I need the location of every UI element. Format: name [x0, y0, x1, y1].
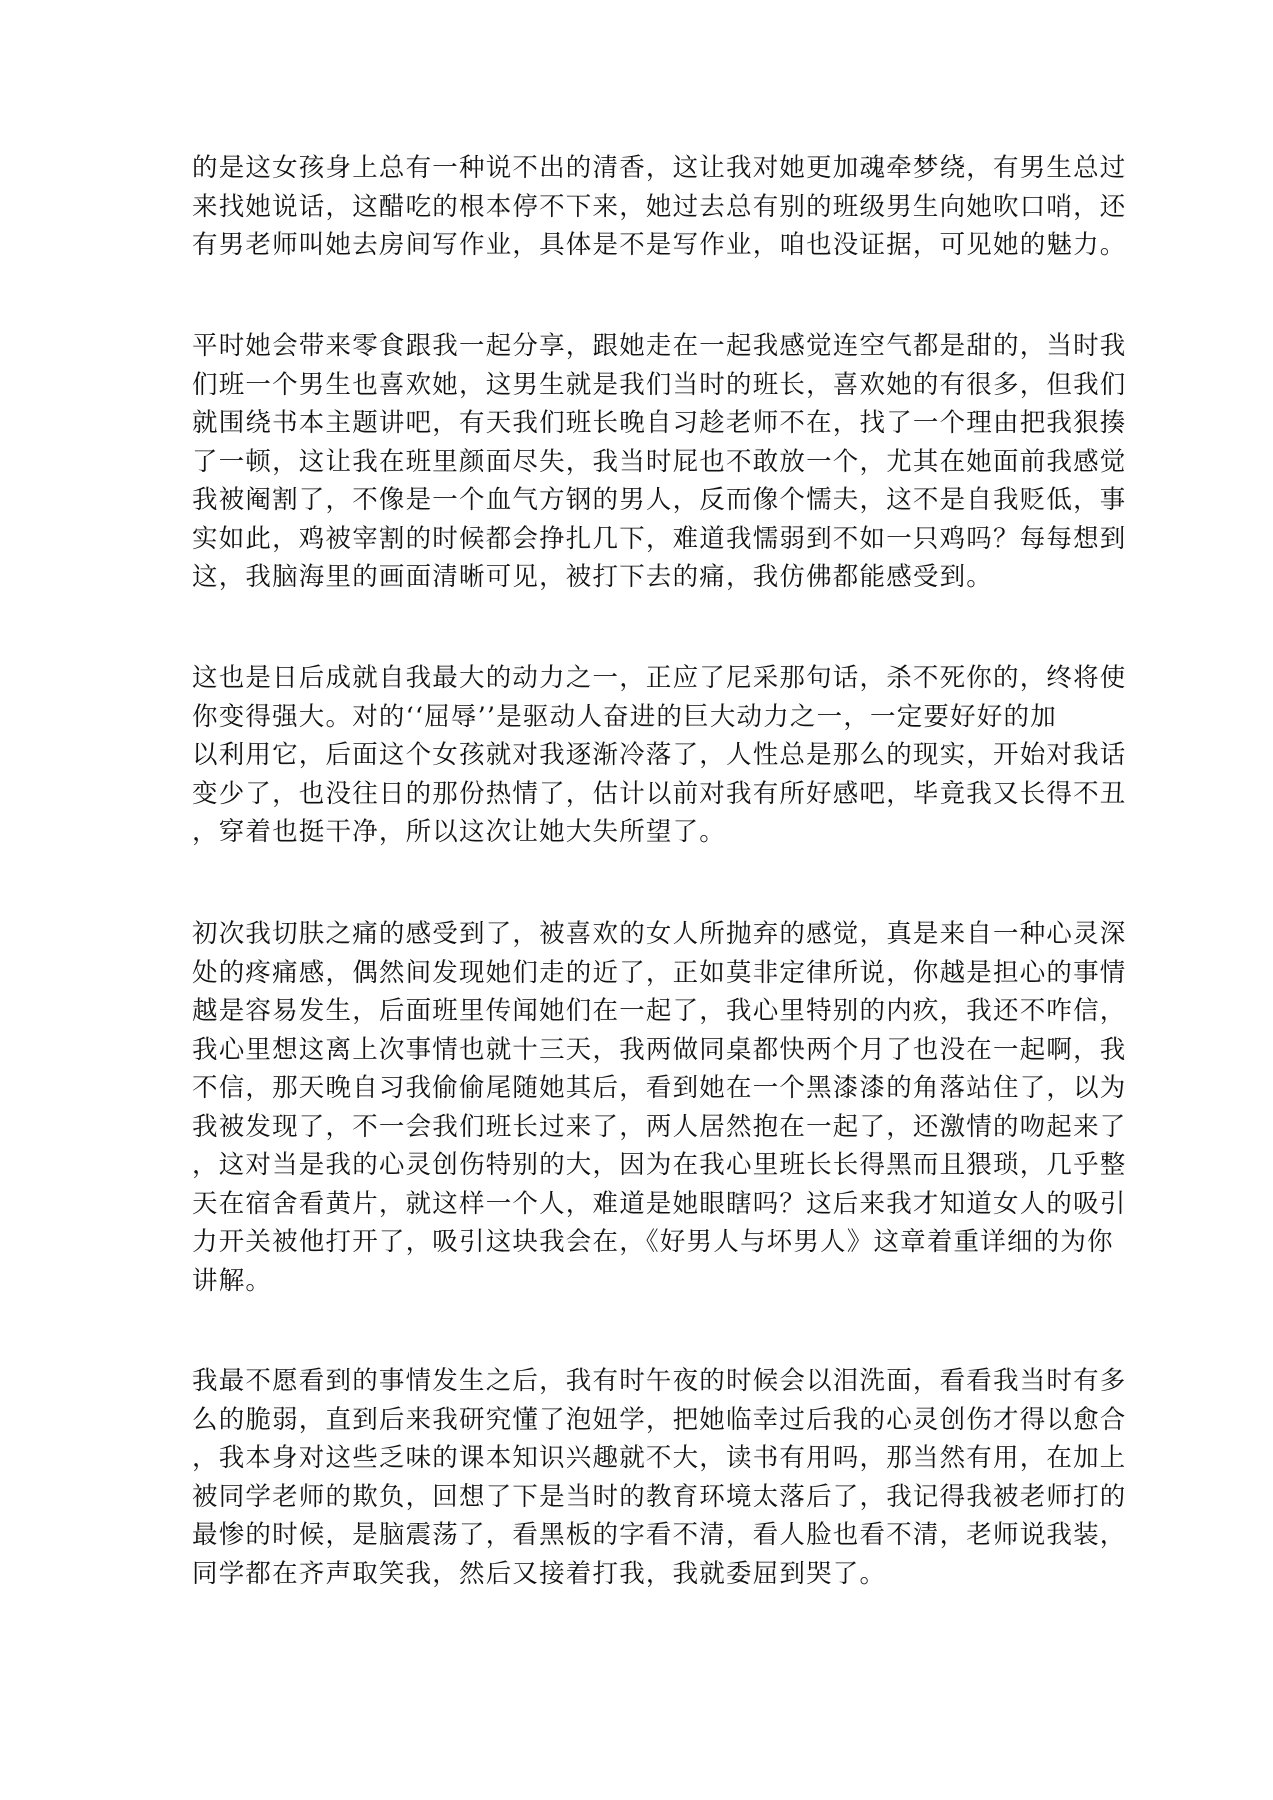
paragraph-3-line-4: 变少了，也没往日的那份热情了，估计以前对我有所好感吧，毕竟我又长得不丑	[192, 778, 1127, 809]
paragraph-4	[192, 915, 1127, 1300]
paragraph-1-line-2: 来找她说话，这醋吃的根本停不下来，她过去总有别的班级男生向她吹口哨，还	[192, 191, 1127, 222]
paragraph-2-line-2: 们班一个男生也喜欢她，这男生就是我们当时的班长，喜欢她的有很多，但我们	[192, 369, 1127, 400]
paragraph-4-line-7: ，这对当是我的心灵创伤特别的大，因为在我心里班长长得黑而且猥琐，几乎整	[192, 1150, 1127, 1180]
paragraph-1	[192, 149, 1127, 265]
paragraph-3	[192, 659, 1127, 852]
paragraph-4-line-4: 我心里想这离上次事情也就十三天，我两做同桌都快两个月了也没在一起啊，我	[192, 1034, 1127, 1065]
paragraph-2-line-4: 了一顿，这让我在班里颜面尽失，我当时屁也不敢放一个，尤其在她面前我感觉	[192, 446, 1127, 477]
paragraph-3-line-1: 这也是日后成就自我最大的动力之一，正应了尼采那句话，杀不死你的，终将使	[192, 663, 1127, 693]
paragraph-5-line-1: 我最不愿看到的事情发生之后，我有时午夜的时候会以泪洗面，看看我当时有多	[192, 1366, 1127, 1396]
paragraph-5-line-6: 同学都在齐声取笑我，然后又接着打我，我就委屈到哭了。	[192, 1558, 887, 1589]
paragraph-4-line-8: 天在宿舍看黄片，就这样一个人，难道是她眼瞎吗？这后来我才知道女人的吸引	[192, 1188, 1127, 1219]
paragraph-5-line-2: 么的脆弱，直到后来我研究懂了泡妞学，把她临幸过后我的心灵创伤才得以愈合	[192, 1404, 1127, 1435]
paragraph-5-line-5: 最惨的时候，是脑震荡了，看黑板的字看不清，看人脸也看不清，老师说我装，	[192, 1520, 1127, 1550]
paragraph-2-line-5: 我被阉割了，不像是一个血气方钢的男人，反而像个懦夫，这不是自我贬低，事	[192, 485, 1127, 515]
paragraph-3-line-5: ，穿着也挺干净，所以这次让她大失所望了。	[192, 817, 727, 847]
paragraph-2-line-7: 这，我脑海里的画面清晰可见，被打下去的痛，我仿佛都能感受到。	[192, 562, 994, 592]
paragraph-3-line-3: 以利用它，后面这个女孩就对我逐渐冷落了，人性总是那么的现实，开始对我话	[192, 740, 1127, 770]
paragraph-4-line-2: 处的疼痛感，偶然间发现她们走的近了，正如莫非定律所说，你越是担心的事情	[192, 957, 1127, 988]
paragraph-5	[192, 1362, 1127, 1593]
paragraph-1-line-1: 的是这女孩身上总有一种说不出的清香，这让我对她更加魂牵梦绕，有男生总过	[192, 153, 1127, 183]
paragraph-2-line-1: 平时她会带来零食跟我一起分享，跟她走在一起我感觉连空气都是甜的，当时我	[192, 331, 1127, 361]
paragraph-1-line-3: 有男老师叫她去房间写作业，具体是不是写作业，咱也没证据，可见她的魅力。	[192, 230, 1127, 260]
paragraph-2	[192, 327, 1127, 597]
paragraph-5-line-4: 被同学老师的欺负，回想了下是当时的教育环境太落后了，我记得我被老师打的	[192, 1481, 1127, 1512]
paragraph-4-line-1: 初次我切肤之痛的感受到了，被喜欢的女人所抛弃的感觉，真是来自一种心灵深	[192, 919, 1127, 949]
paragraph-4-line-10: 讲解。	[192, 1265, 273, 1296]
paragraph-5-line-3: ，我本身对这些乏味的课本知识兴趣就不大，读书有用吗，那当然有用，在加上	[192, 1443, 1127, 1473]
paragraph-2-line-3: 就围绕书本主题讲吧，有天我们班长晚自习趁老师不在，找了一个理由把我狠揍	[192, 408, 1127, 438]
paragraph-2-line-6: 实如此，鸡被宰割的时候都会挣扎几下，难道我懦弱到不如一只鸡吗？每每想到	[192, 523, 1127, 554]
paragraph-4-line-5: 不信，那天晚自习我偷偷尾随她其后，看到她在一个黑漆漆的角落站住了，以为	[192, 1073, 1127, 1103]
paragraph-4-line-3: 越是容易发生，后面班里传闻她们在一起了，我心里特别的内疚，我还不咋信，	[192, 996, 1127, 1026]
paragraph-4-line-9: 力开关被他打开了，吸引这块我会在，《好男人与坏男人》这章着重详细的为你	[192, 1227, 1114, 1257]
paragraph-4-line-6: 我被发现了，不一会我们班长过来了，两人居然抱在一起了，还激情的吻起来了	[192, 1111, 1127, 1142]
paragraph-3-line-2: 你变得强大。对的‘‘屈辱’’是驱动人奋进的巨大动力之一，一定要好好的加	[192, 701, 1057, 732]
